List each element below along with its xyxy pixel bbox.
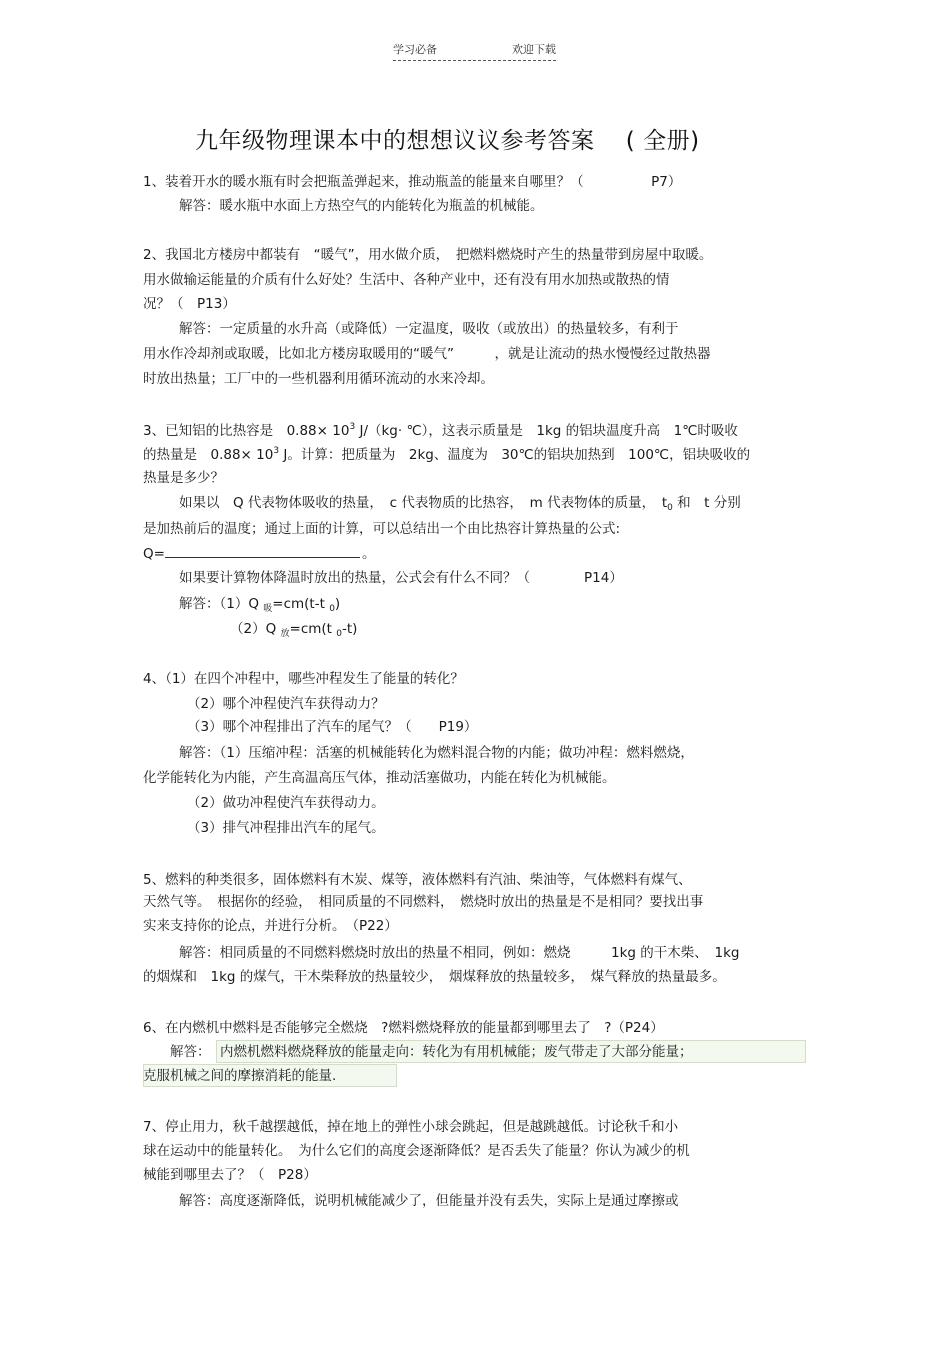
q2-answer-line2: 用水作冷却剂或取暖，比如北方楼房取暖用的“暖气” ，就是让流动的热水慢慢经过散热器 [143,346,711,362]
q4-answer-line2: 化学能转化为内能，产生高温高压气体，推动活塞做功，内能在转化为机械能。 [143,770,616,786]
q3-l2-text-b: J。计算：把质量为 2kg、温度为 30℃的铝块加热到 100℃，铝块吸收的 [279,447,751,463]
q1-question: 1、装着开水的暖水瓶有时会把瓶盖弹起来，推动瓶盖的能量来自哪里？（ P7） [143,174,682,190]
q6-answer-line2: 克服机械之间的摩擦消耗的能量. [143,1068,337,1084]
q3-a2-sub2: 0 [336,629,343,639]
q3-a2-text-c: -t) [342,621,358,637]
q4-answer-line1: 解答：（1）压缩冲程：活塞的机械能转化为燃料混合物的内能；做功冲程：燃料燃烧， [179,745,694,761]
q3-l1-text-a: 3、已知铝的比热容是 0.88× 10 [143,423,350,439]
q5-answer-line1: 解答：相同质量的不同燃料燃烧时放出的热量不相同，例如：燃烧 1kg 的干木柴、 1kg [179,945,740,961]
q2-question-line3: 况？（ P13） [143,296,236,312]
q4-question-line2: （2）哪个冲程使汽车获得动力？ [187,696,385,712]
q6-answer-label: 解答： [170,1044,211,1060]
q5-answer-line2: 的烟煤和 1kg 的煤气，干木柴释放的热量较少， 烟煤释放的热量较多， 煤气释放的热量最多。 [143,969,726,985]
q4-answer-line3: （2）做功冲程使汽车获得动力。 [187,795,385,811]
q3-a1-text-c: ) [334,596,341,612]
q3-question-line1 [143,422,738,440]
q3-a2-sub: 放 [280,629,290,639]
q3-question-line7: 如果要计算物体降温时放出的热量，公式会有什么不同？（ P14） [179,570,623,586]
q3-l4-text-a: 如果以 Q 代表物体吸收的热量， c 代表物质的比热容， m 代表物体的质量， t [179,495,668,511]
q3-formula-prefix: Q= [143,546,165,562]
formula-blank[interactable] [165,545,360,558]
q3-l4-subscript: 0 [667,503,673,513]
document-title: 九年级物理课本中的想想议议参考答案 ( 全册) [195,128,700,154]
q2-answer-line3: 时放出热量；工厂中的一些机器利用循环流动的水来冷却。 [143,371,494,387]
header-left: 学习必备 [393,43,437,56]
header-right: 欢迎下载 [512,43,556,56]
q3-formula-suffix: 。 [361,546,376,562]
q3-formula-blank-line [143,545,375,563]
q2-answer-line1: 解答：一定质量的水升高（或降低）一定温度，吸收（或放出）的热量较多，有利于 [179,321,679,337]
q6-question: 6、在内燃机中燃料是否能够完全燃烧 ?燃料燃烧释放的能量都到哪里去了 ?（P24） [143,1020,664,1036]
q4-question-line1: 4、（1）在四个冲程中，哪些冲程发生了能量的转化？ [143,671,464,687]
q7-question-line3: 械能到哪里去了？（ P28） [143,1167,317,1183]
q3-answer-line2 [230,620,357,638]
q3-a2-text-a: （2）Q [230,621,281,637]
q5-question-line2: 天然气等。 根据你的经验， 相同质量的不同燃料， 燃烧时放出的热量是不是相同？要找出事 [143,894,704,910]
q3-a1-sub2: 0 [329,604,335,614]
q4-question-line3: （3）哪个冲程排出了汽车的尾气？（ P19） [187,719,478,735]
q3-answer-line1 [179,595,340,613]
q3-a1-text-a: 解答：（1）Q [179,596,264,612]
q7-question-line1: 7、停止用力，秋千越摆越低，掉在地上的弹性小球会跳起，但是越跳越低。讨论秋千和小 [143,1119,679,1135]
q3-a1-sub: 吸 [263,604,273,614]
q1-answer: 解答：暖水瓶中水面上方热空气的内能转化为瓶盖的机械能。 [179,198,544,214]
q5-question-line1: 5、燃料的种类很多，固体燃料有木炭、煤等，液体燃料有汽油、柴油等，气体燃料有煤气、 [143,872,692,888]
q2-question-line2: 用水做输运能量的介质有什么好处？生活中、各种产业中，还有没有用水加热或散热的情 [143,272,670,288]
q6-answer-line1: 内燃机燃料燃烧释放的能量走向：转化为有用机械能；废气带走了大部分能量； [220,1044,693,1060]
q7-question-line2: 球在运动中的能量转化。 为什么它们的高度会逐渐降低？是否丢失了能量？你认为减少的机 [143,1143,690,1159]
q3-l1-exponent: 3 [349,422,356,432]
q3-question-line5: 是加热前后的温度；通过上面的计算，可以总结出一个由比热容计算热量的公式: [143,521,621,537]
q7-answer-line1: 解答：高度逐渐降低，说明机械能减少了，但能量并没有丢失，实际上是通过摩擦或 [179,1193,679,1209]
q3-l2-exponent: 3 [273,446,280,456]
q3-question-line3: 热量是多少？ [143,470,224,486]
q3-a2-text-b: =cm(t [289,621,337,637]
q3-l4-text-b: 和 t 分别 [672,495,741,511]
q3-question-line2 [143,446,750,464]
page-header [393,41,556,61]
q4-answer-line4: （3）排气冲程排出汽车的尾气。 [187,820,385,836]
q3-l2-text-a: 的热量是 0.88× 10 [143,447,274,463]
q2-question-line1: 2、我国北方楼房中都装有 “暖气”，用水做介质， 把燃料燃烧时产生的热量带到房屋中取暖。 [143,247,713,263]
q3-question-line4 [179,494,741,512]
q5-question-line3: 实来支持你的论点，并进行分析。 （P22） [143,918,398,934]
q3-l1-text-b: J/（kg· ℃），这表示质量是 1kg 的铝块温度升高 1℃时吸收 [355,423,738,439]
q3-a1-text-b: =cm(t-t [272,596,330,612]
